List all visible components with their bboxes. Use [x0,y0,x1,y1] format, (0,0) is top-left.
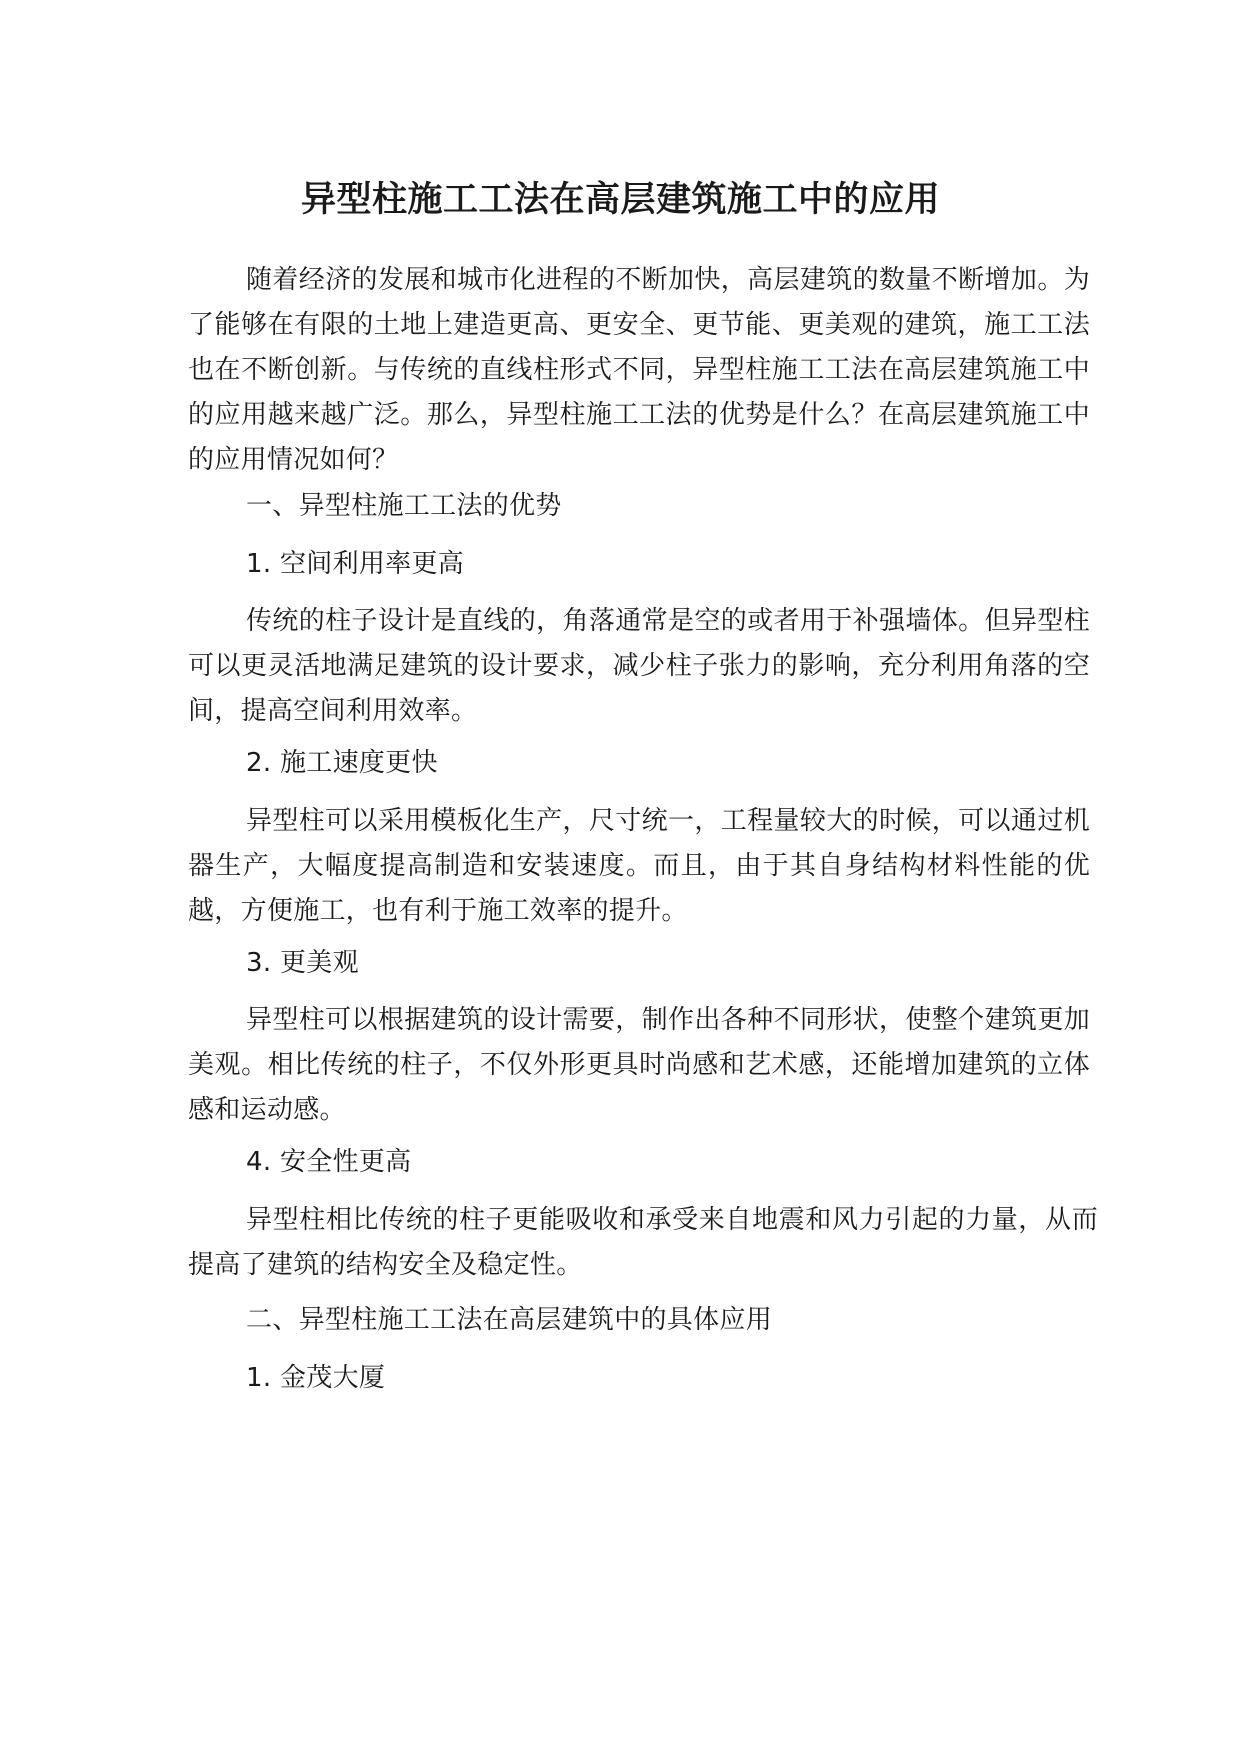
paragraph-appearance: 异型柱可以根据建筑的设计需要，制作出各种不同形状，使整个建筑更加美观。相比传统的柱子，不仅外形更具时尚感和艺术感，还能增加建筑的立体感和运动感。 [188,1005,1090,1125]
subheading-jinmao-tower: 1. 金茂大厦 [246,1363,386,1393]
subheading-appearance: 3. 更美观 [246,948,359,978]
paragraph-construction-speed: 异型柱可以采用模板化生产，尺寸统一，工程量较大的时候，可以通过机器生产，大幅度提高制造和安装速度。而且，由于其自身结构材料性能的优越，方便施工，也有利于施工效率的提升。 [188,806,1090,926]
paragraph-space-utilization: 传统的柱子设计是直线的，角落通常是空的或者用于补强墙体。但异型柱可以更灵活地满足建筑的设计要求，减少柱子张力的影响，充分利用角落的空间，提高空间利用效率。 [188,606,1090,726]
subheading-space-utilization: 1. 空间利用率更高 [246,549,465,579]
section-heading-applications: 二、异型柱施工工法在高层建筑中的具体应用 [246,1305,773,1335]
subheading-construction-speed: 2. 施工速度更快 [246,748,438,778]
paragraph-safety: 异型柱相比传统的柱子更能吸收和承受来自地震和风力引起的力量，从而提高了建筑的结构安全及稳定性。 [188,1205,1098,1280]
document-title: 异型柱施工工法在高层建筑施工中的应用 [300,180,940,220]
section-heading-advantages: 一、异型柱施工工法的优势 [246,491,562,521]
subheading-safety: 4. 安全性更高 [246,1147,412,1177]
intro-paragraph: 随着经济的发展和城市化进程的不断加快，高层建筑的数量不断增加。为了能够在有限的土地上建造更高、更安全、更节能、更美观的建筑，施工工法也在不断创新。与传统的直线柱形式不同，异型柱施工工法在高层建筑施工中的应用越来越广泛。那么，异型柱施工工法的优势是什么？在高层建筑施工中的应用情况如何？ [188,265,1090,475]
